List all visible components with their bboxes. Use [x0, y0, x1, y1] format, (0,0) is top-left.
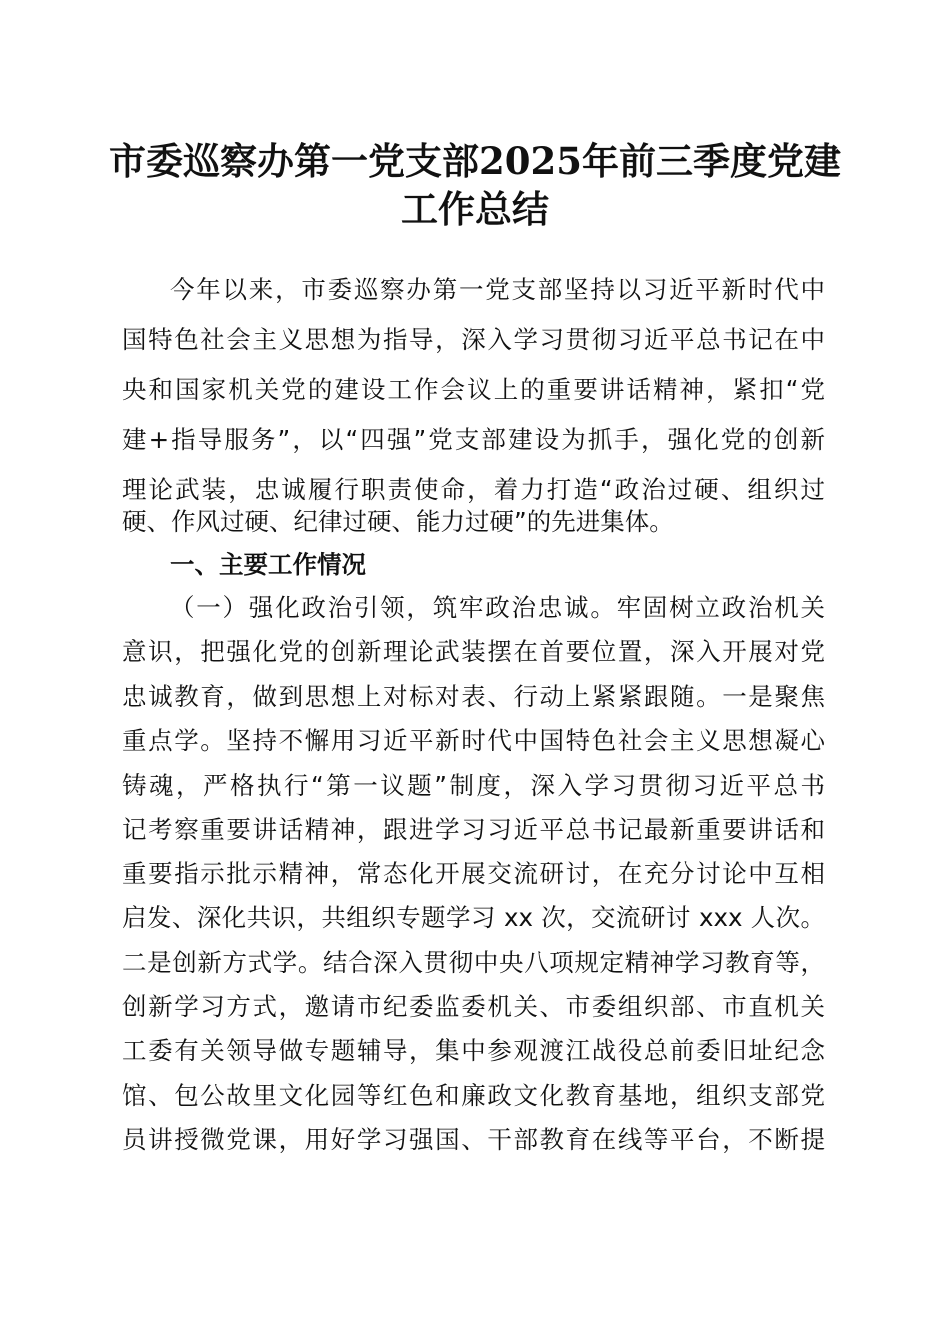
paragraph-line: 意识，把强化党的创新理论武装摆在首要位置，深入开展对党 [122, 637, 825, 666]
paragraph-line: 今年以来，市委巡察办第一党支部坚持以习近平新时代中 [170, 275, 825, 304]
paragraph-line: 员讲授微党课，用好学习强国、干部教育在线等平台，不断提 [122, 1125, 825, 1154]
section-heading: 一、主要工作情况 [170, 550, 366, 579]
paragraph-line: 重点学。坚持不懈用习近平新时代中国特色社会主义思想凝心 [122, 726, 825, 755]
paragraph-line: 馆、包公故里文化园等红色和廉政文化教育基地，组织支部党 [122, 1081, 825, 1110]
paragraph-line: 忠诚教育，做到思想上对标对表、行动上紧紧跟随。一是聚焦 [122, 682, 825, 711]
paragraph-line: 二是创新方式学。结合深入贯彻中央八项规定精神学习教育等， [122, 948, 825, 977]
document-title-line-1: 市委巡察办第一党支部2025年前三季度党建 [109, 139, 841, 183]
paragraph-line: 建+指导服务”，以“四强”党支部建设为抓手，强化党的创新 [122, 425, 825, 454]
paragraph-line: 理论武装，忠诚履行职责使命，着力打造“政治过硬、组织过 [122, 475, 825, 504]
paragraph-line: 铸魂，严格执行“第一议题”制度，深入学习贯彻习近平总书 [122, 771, 825, 800]
paragraph-line: 国特色社会主义思想为指导，深入学习贯彻习近平总书记在中 [122, 325, 825, 354]
paragraph-line: 启发、深化共识，共组织专题学习 xx 次，交流研讨 xxx 人次。 [122, 903, 825, 932]
paragraph-line: 创新学习方式，邀请市纪委监委机关、市委组织部、市直机关 [122, 992, 825, 1021]
paragraph-line: （一）强化政治引领，筑牢政治忠诚。牢固树立政治机关 [170, 593, 825, 622]
paragraph-line: 记考察重要讲话精神，跟进学习习近平总书记最新重要讲话和 [122, 815, 825, 844]
paragraph-line: 重要指示批示精神，常态化开展交流研讨，在充分讨论中互相 [122, 859, 825, 888]
paragraph-line: 硬、作风过硬、纪律过硬、能力过硬”的先进集体。 [122, 507, 674, 536]
paragraph-line: 工委有关领导做专题辅导，集中参观渡江战役总前委旧址纪念 [122, 1036, 825, 1065]
paragraph-line: 央和国家机关党的建设工作会议上的重要讲话精神，紧扣“党 [122, 375, 825, 404]
document-title-line-2: 工作总结 [401, 187, 549, 231]
